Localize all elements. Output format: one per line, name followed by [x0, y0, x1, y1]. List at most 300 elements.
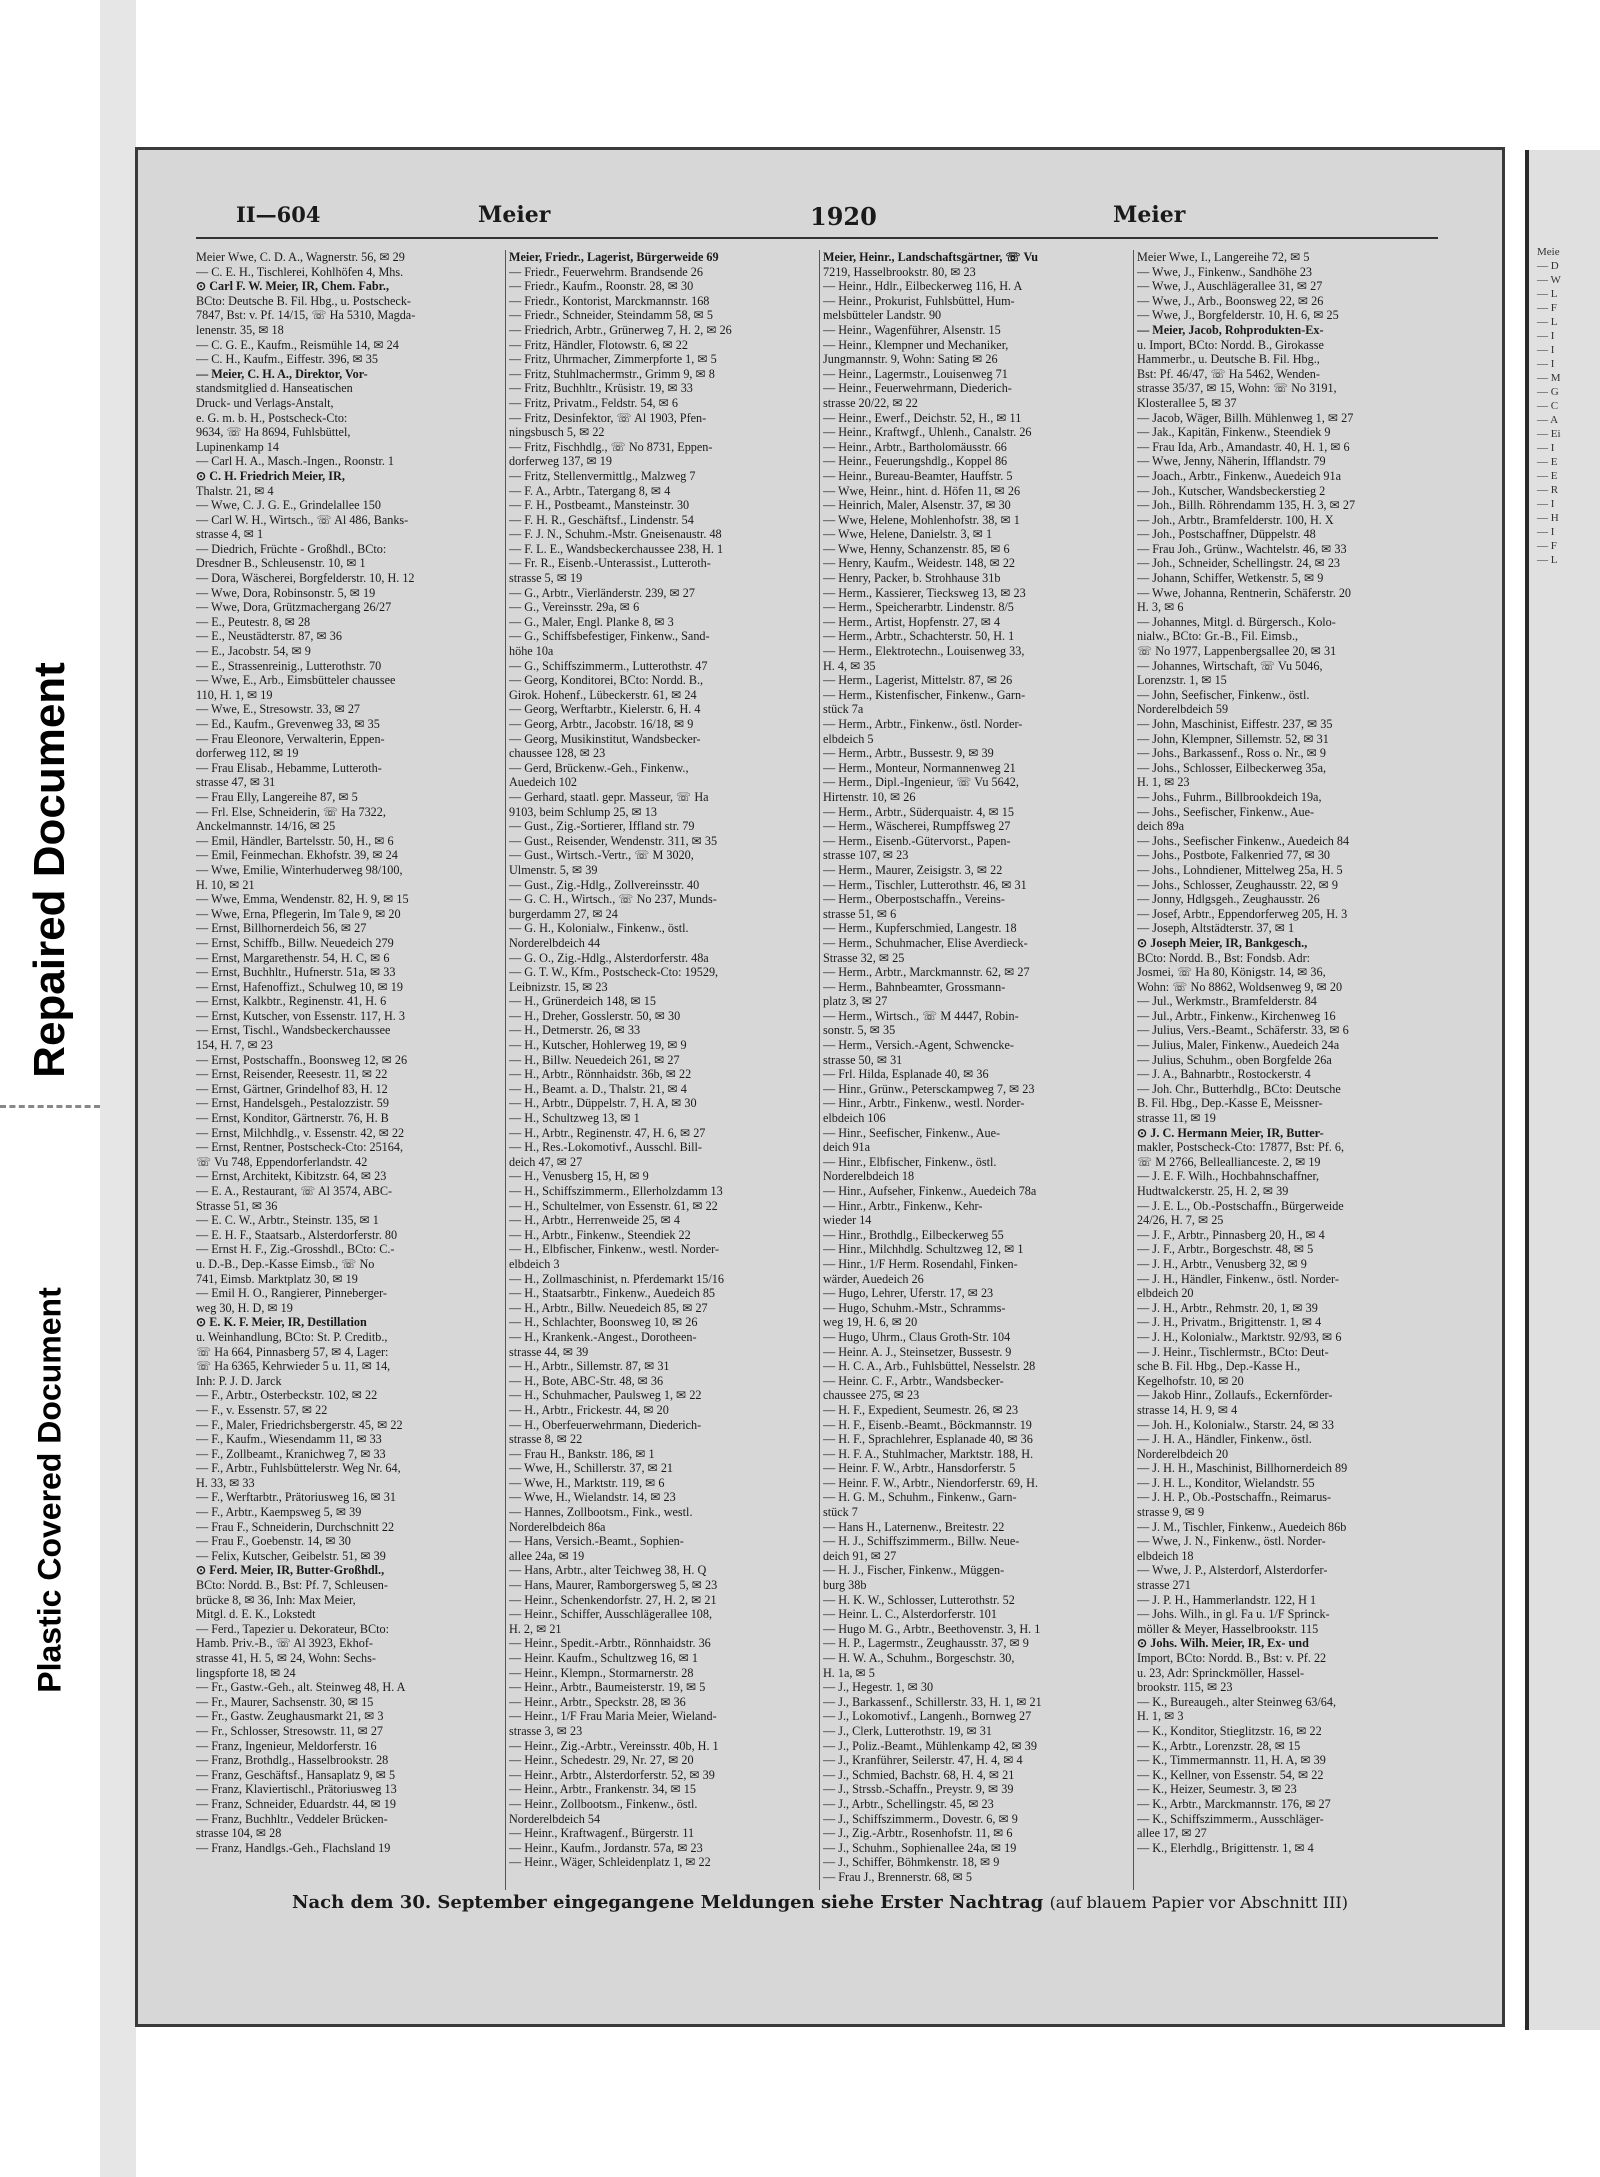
directory-entry: — Frau Eleonore, Verwalterin, Eppen-: [196, 731, 385, 746]
directory-entry: — H., Elbfischer, Finkenw., westl. Norder-: [509, 1242, 720, 1257]
directory-entry: elbdeich 5: [823, 731, 874, 746]
directory-entry: ⊙ Ferd. Meier, IR, Butter-Großhdl.,: [196, 1563, 385, 1578]
page-number: II—604: [236, 202, 321, 227]
directory-entry: Girok. Hohenf., Lübeckerstr. 61, ✉ 24: [509, 687, 697, 702]
directory-entry: — Joh., Postschaffner, Düppelstr. 48: [1137, 527, 1316, 542]
page-header: [138, 202, 1502, 242]
directory-entry: — Felix, Kutscher, Geibelstr. 51, ✉ 39: [196, 1548, 386, 1563]
adjacent-page-fragment: — G: [1537, 386, 1559, 398]
directory-entry: weg 30, H. D, ✉ 19: [196, 1300, 293, 1315]
directory-entry: — Hugo, Lehrer, Uferstr. 17, ✉ 23: [823, 1286, 994, 1301]
directory-entry: BCto: Deutsche B. Fil. Hbg., u. Postscheck-: [196, 293, 411, 308]
directory-entry: H. 3, ✉ 6: [1137, 600, 1184, 615]
directory-entry: — Franz, Schneider, Eduardstr. 44, ✉ 19: [196, 1796, 396, 1811]
directory-entry: — Fr., Gastw.-Geh., alt. Steinweg 48, H. A: [196, 1680, 406, 1695]
directory-entry: — C. G. E., Kaufm., Reismühle 14, ✉ 24: [196, 337, 399, 352]
directory-entry: — H., Zollmaschinist, n. Pferdemarkt 15/16: [509, 1271, 724, 1286]
directory-entry: — Frau Joh., Grünw., Wachtelstr. 46, ✉ 33: [1137, 541, 1347, 556]
directory-entry: ⊙ Johs. Wilh. Meier, IR, Ex- und: [1137, 1636, 1309, 1651]
directory-entry: — G. T. W., Kfm., Postscheck-Cto: 19529,: [509, 965, 719, 980]
directory-entry: — Fritz, Privatm., Feldstr. 54, ✉ 6: [509, 395, 678, 410]
directory-entry: — Johs., Schlosser, Eilbeckerweg 35a,: [1137, 760, 1327, 775]
adjacent-page-fragment: — E: [1537, 470, 1558, 482]
directory-entry: Jungmannstr. 9, Wohn: Sating ✉ 26: [823, 352, 998, 367]
directory-entry: wieder 14: [823, 1213, 872, 1228]
directory-entry: elbdeich 20: [1137, 1286, 1194, 1301]
directory-entry: — Jonny, Hdlgsgeh., Zeughausstr. 26: [1137, 892, 1320, 907]
directory-entry: stück 7: [823, 1505, 858, 1520]
directory-entry: deich 91, ✉ 27: [823, 1548, 897, 1563]
directory-entry: — Herm., Kistenfischer, Finkenw., Garn-: [823, 687, 1026, 702]
directory-entry: elbdeich 3: [509, 1256, 560, 1271]
scanned-page: [135, 147, 1505, 2027]
directory-entry: Norderelbdeich 86a: [509, 1519, 606, 1534]
directory-entry: — Heinr., 1/F Frau Maria Meier, Wieland-: [509, 1709, 717, 1724]
directory-columns: [196, 250, 1438, 1890]
directory-entry: — H., Billw. Neuedeich 261, ✉ 27: [509, 1052, 680, 1067]
directory-entry: — Diedrich, Früchte - Großhdl., BCto:: [196, 541, 387, 556]
directory-entry: Auedeich 102: [509, 775, 578, 790]
directory-entry: — Heinr., Schiffer, Ausschlägerallee 108,: [509, 1607, 713, 1622]
directory-entry: — Wwe, J., Arb., Boonsweg 22, ✉ 26: [1137, 293, 1324, 308]
directory-entry: — Heinr., Arbtr., Bartholomäusstr. 66: [823, 439, 1007, 454]
directory-entry: — Hans H., Laternenw., Breitestr. 22: [823, 1519, 1005, 1534]
directory-entry: — Hugo, Uhrm., Claus Groth-Str. 104: [823, 1329, 1011, 1344]
directory-entry: — F. H. R., Geschäftsf., Lindenstr. 54: [509, 512, 694, 527]
directory-entry: — Hans, Maurer, Ramborgersweg 5, ✉ 23: [509, 1578, 718, 1593]
directory-entry: — J., Schiffszimmerm., Dovestr. 6, ✉ 9: [823, 1811, 1018, 1826]
directory-entry: — Frl. Else, Schneiderin, ☏ Ha 7322,: [196, 804, 386, 819]
directory-entry: — Hinr., Arbtr., Finkenw., Kehr-: [823, 1198, 983, 1213]
directory-entry: — Fr., Gastw. Zeughausmarkt 21, ✉ 3: [196, 1709, 384, 1724]
directory-entry: — Wwe, H., Schillerstr. 37, ✉ 21: [509, 1461, 674, 1476]
directory-entry: — Joach., Arbtr., Finkenw., Auedeich 91a: [1137, 468, 1341, 483]
directory-entry: strasse 104, ✉ 28: [196, 1826, 282, 1841]
directory-entry: — K., Bureaugeh., alter Steinweg 63/64,: [1137, 1694, 1337, 1709]
directory-entry: — Heinr., Wäger, Schleidenplatz 1, ✉ 22: [509, 1855, 711, 1870]
directory-entry: u. Import, BCto: Nordd. B., Girokasse: [1137, 337, 1324, 352]
directory-entry: — K., Elerhdlg., Brigittenstr. 1, ✉ 4: [1137, 1840, 1314, 1855]
directory-entry: — John, Maschinist, Eiffestr. 237, ✉ 35: [1137, 717, 1333, 731]
directory-entry: elbdeich 18: [1137, 1548, 1194, 1563]
directory-entry: — Herm., Kupferschmied, Langestr. 18: [823, 921, 1017, 936]
directory-entry: — Emil, Feinmechan. Ekhofstr. 39, ✉ 24: [196, 848, 398, 863]
directory-entry: — H., Dreher, Gosslerstr. 50, ✉ 30: [509, 1008, 681, 1023]
directory-entry: strasse 50, ✉ 31: [823, 1052, 903, 1067]
directory-entry: — Frau Elisab., Hebamme, Lutteroth-: [196, 760, 382, 775]
directory-entry: — Ernst, Billhornerdeich 56, ✉ 27: [196, 921, 367, 936]
directory-entry: — Carl H. A., Masch.-Ingen., Roonstr. 1: [196, 454, 395, 469]
directory-entry: — Heinr., Arbtr., Frankenstr. 34, ✉ 15: [509, 1782, 696, 1797]
adjacent-page-fragment: — C: [1537, 400, 1559, 412]
directory-entry: — G., Schiffsbefestiger, Finkenw., Sand-: [509, 629, 710, 644]
directory-entry: — Wwe, Jenny, Näherin, Ifflandstr. 79: [1137, 454, 1326, 469]
directory-entry: — Frau Elly, Langereihe 87, ✉ 5: [196, 789, 358, 804]
directory-entry: — J., Poliz.-Beamt., Mühlenkamp 42, ✉ 39: [823, 1738, 1037, 1753]
adjacent-page-fragment: — L: [1537, 554, 1558, 566]
directory-entry: — Gust., Zig.-Hdlg., Zollvereinsstr. 40: [509, 877, 700, 892]
directory-entry: — Herm., Elektrotechn., Louisenweg 33,: [823, 644, 1025, 659]
adjacent-page-fragment: — E: [1537, 456, 1558, 468]
directory-entry: — Wwe, Emma, Wendenstr. 82, H. 9, ✉ 15: [196, 892, 409, 907]
directory-entry: — H., Arbtr., Düppelstr. 7, H. A, ✉ 30: [509, 1096, 697, 1111]
directory-entry: — Wwe, C. J. G. E., Grindelallee 150: [196, 498, 381, 513]
directory-entry: — Frl. Hilda, Esplanade 40, ✉ 36: [823, 1067, 989, 1082]
directory-entry: — F., Maler, Friedrichsbergerstr. 45, ✉ 22: [196, 1417, 403, 1432]
directory-entry: — Ernst, Postschaffn., Boonsweg 12, ✉ 26: [196, 1052, 408, 1067]
directory-entry: makler, Postscheck-Cto: 17877, Bst: Pf. 6,: [1137, 1140, 1345, 1155]
directory-entry: — Georg, Musikinstitut, Wandsbecker-: [509, 731, 701, 746]
directory-entry: — H., Arbtr., Rönnhaidstr. 36b, ✉ 22: [509, 1067, 692, 1082]
directory-entry: — F., Zollbeamt., Kranichweg 7, ✉ 33: [196, 1446, 386, 1461]
directory-entry: — G., Vereinsstr. 29a, ✉ 6: [509, 600, 640, 615]
directory-entry: — Joh., Arbtr., Bramfelderstr. 100, H. X: [1137, 512, 1334, 527]
directory-entry: strasse 271: [1137, 1578, 1191, 1593]
directory-entry: Norderelbdeich 54: [509, 1811, 601, 1826]
directory-entry: — Henry, Kaufm., Weidestr. 148, ✉ 22: [823, 556, 1016, 571]
directory-entry: — Johs. Wilh., in gl. Fa u. 1/F Sprinck-: [1137, 1607, 1330, 1622]
directory-entry: — G. O., Zig.-Hdlg., Alsterdorferstr. 48a: [509, 950, 709, 965]
directory-entry: Norderelbdeich 18: [823, 1169, 915, 1184]
directory-entry: — J. H. H., Maschinist, Billhornerdeich 89: [1137, 1461, 1348, 1476]
adjacent-page-edge: [1525, 150, 1600, 2030]
directory-entry: ⊙ Carl F. W. Meier, IR, Chem. Fabr.,: [196, 279, 390, 294]
directory-entry: — Hans, Versich.-Beamt., Sophien-: [509, 1534, 684, 1549]
directory-entry: BCto: Nordd. B., Bst: Pf. 7, Schleusen-: [196, 1578, 388, 1593]
directory-entry: — Heinr., Prokurist, Fuhlsbüttel, Hum-: [823, 293, 1015, 308]
directory-entry: — J., Schiffer, Böhmkenstr. 18, ✉ 9: [823, 1855, 1000, 1870]
directory-entry: — C. H., Kaufm., Eiffestr. 396, ✉ 35: [196, 352, 378, 367]
directory-entry: Hamb. Priv.-B., ☏ Al 3923, Ekhof-: [196, 1636, 373, 1651]
directory-entry: 154, H. 7, ✉ 23: [196, 1038, 273, 1053]
directory-entry: — Fr., Maurer, Sachsenstr. 30, ✉ 15: [196, 1694, 374, 1709]
directory-entry: — Gust., Wirtsch.-Vertr., ☏ M 3020,: [509, 848, 694, 863]
directory-entry: ⊙ E. K. F. Meier, IR, Destillation: [196, 1315, 367, 1330]
directory-entry: — Herm., Arbtr., Schachterstr. 50, H. 1: [823, 629, 1015, 644]
directory-entry: — Herm., Oberpostschaffn., Vereins-: [823, 892, 1005, 907]
adjacent-page-fragment: — L: [1537, 288, 1558, 300]
directory-entry: burg 38b: [823, 1578, 867, 1593]
directory-entry: — H. W. A., Schuhm., Borgeschstr. 30,: [823, 1651, 1015, 1665]
directory-entry: — F., v. Essenstr. 57, ✉ 22: [196, 1402, 328, 1417]
adjacent-page-fragment: — I: [1537, 526, 1555, 538]
header-rule: [196, 237, 1438, 239]
directory-entry: — F., Werftarbtr., Prätoriusweg 16, ✉ 31: [196, 1490, 396, 1505]
adjacent-page-fragment: — Ei: [1537, 428, 1561, 440]
directory-entry: — Herm., Tischler, Lutterothstr. 46, ✉ 31: [823, 877, 1027, 892]
directory-entry: e. G. m. b. H., Postscheck-Cto:: [196, 410, 348, 425]
directory-entry: — J. F., Arbtr., Borgeschstr. 48, ✉ 5: [1137, 1242, 1314, 1257]
directory-entry: — G., Maler, Engl. Planke 8, ✉ 3: [509, 614, 674, 629]
directory-entry: — Hannes, Zollbootsm., Fink., westl.: [509, 1505, 693, 1520]
adjacent-page-fragment: Meie: [1537, 246, 1560, 258]
directory-entry: — H. J., Schiffszimmerm., Billw. Neue-: [823, 1534, 1020, 1549]
label-separator: [0, 1105, 100, 1108]
directory-entry: Meier Wwe, I., Langereihe 72, ✉ 5: [1137, 250, 1310, 264]
directory-entry: — Ernst, Architekt, Kibitzstr. 64, ✉ 23: [196, 1169, 387, 1184]
directory-entry: strasse 14, H. 9, ✉ 4: [1137, 1402, 1238, 1417]
directory-entry: — H., Arbtr., Frickestr. 44, ✉ 20: [509, 1402, 669, 1417]
directory-entry: — E., Strassenreinig., Lutterothstr. 70: [196, 658, 382, 673]
adjacent-page-fragment: — H: [1537, 512, 1559, 524]
directory-entry: — J., Arbtr., Schellingstr. 45, ✉ 23: [823, 1796, 994, 1811]
directory-entry: — Meier, C. H. A., Direktor, Vor-: [196, 366, 368, 381]
directory-entry: — J., Kranführer, Seilerstr. 47, H. 4, ✉ 4: [823, 1753, 1023, 1768]
directory-entry: — H., Schiffszimmerm., Ellerholzdamm 13: [509, 1184, 723, 1198]
directory-entry: — Heinr., Ewerf., Deichstr. 52, H., ✉ 11: [823, 410, 1022, 425]
directory-entry: deich 91a: [823, 1140, 871, 1155]
directory-entry: — Frau F., Goebenstr. 14, ✉ 30: [196, 1534, 351, 1549]
directory-entry: — J. H. A., Händler, Finkenw., östl.: [1137, 1432, 1312, 1447]
adjacent-page-fragment: — I: [1537, 498, 1555, 510]
directory-entry: — H., Arbtr., Sillemstr. 87, ✉ 31: [509, 1359, 670, 1374]
directory-entry: — Herm., Eisenb.-Gütervorst., Papen-: [823, 833, 1011, 848]
adjacent-page-fragment: — I: [1537, 344, 1555, 356]
adjacent-page-fragment: — A: [1537, 414, 1559, 426]
directory-entry: — E. H. F., Staatsarb., Alsterdorferstr. 80: [196, 1227, 398, 1242]
directory-entry: Strasse 51, ✉ 36: [196, 1198, 278, 1213]
directory-entry: — K., Arbtr., Lorenzstr. 28, ✉ 15: [1137, 1738, 1301, 1753]
directory-entry: — Frau Ida, Arb., Amandastr. 40, H. 1, ✉ 6: [1137, 439, 1350, 454]
directory-entry: — Heinr., Klempner und Mechaniker,: [823, 337, 1009, 352]
directory-entry: H. 1a, ✉ 5: [823, 1665, 875, 1680]
directory-entry: — Hugo M. G., Arbtr., Beethovenstr. 3, H. 1: [823, 1621, 1041, 1636]
directory-entry: — Georg, Werftarbtr., Kielerstr. 6, H. 4: [509, 702, 701, 717]
directory-entry: H. 1, ✉ 23: [1137, 775, 1190, 790]
directory-entry: — Ernst, Milchhdlg., v. Essenstr. 42, ✉ 22: [196, 1125, 405, 1140]
directory-entry: Inh: P. J. D. Jarck: [196, 1373, 282, 1388]
directory-entry: — Hinr., Grünw., Petersckampweg 7, ✉ 23: [823, 1081, 1035, 1096]
directory-entry: — Ernst H. F., Zig.-Grosshdl., BCto: C.-: [196, 1242, 395, 1257]
directory-entry: — J., Hegestr. 1, ✉ 30: [823, 1680, 934, 1695]
header-name-left: Meier: [478, 202, 551, 228]
directory-entry: — Frau J., Brennerstr. 68, ✉ 5: [823, 1869, 972, 1884]
directory-entry: Kegelhofstr. 10, ✉ 20: [1137, 1373, 1244, 1388]
directory-entry: — Heinr., Wagenführer, Alsenstr. 15: [823, 322, 1001, 337]
directory-entry: strasse 107, ✉ 23: [823, 848, 909, 863]
directory-entry: — Herm., Wäscherei, Rumpffsweg 27: [823, 819, 1011, 834]
directory-entry: — J. H. L., Konditor, Wielandstr. 55: [1137, 1475, 1315, 1490]
directory-entry: — Johs., Barkassenf., Ross o. Nr., ✉ 9: [1137, 746, 1326, 761]
directory-entry: — Fritz, Uhrmacher, Zimmerpforte 1, ✉ 5: [509, 352, 717, 367]
directory-entry: — Ernst, Gärtner, Grindelhof 83, H. 12: [196, 1081, 388, 1096]
directory-entry: — Johannes, Wirtschaft, ☏ Vu 5046,: [1137, 658, 1323, 673]
directory-entry: — K., Arbtr., Marckmannstr. 176, ✉ 27: [1137, 1796, 1331, 1811]
directory-entry: 7847, Bst: v. Pf. 14/15, ☏ Ha 5310, Magda-: [196, 308, 416, 323]
directory-entry: lenenstr. 35, ✉ 18: [196, 322, 284, 337]
adjacent-page-fragment: — I: [1537, 330, 1555, 342]
directory-entry: — G. C. H., Wirtsch., ☏ No 237, Munds-: [509, 892, 717, 907]
directory-entry: — Ernst, Hafenoffizt., Schulweg 10, ✉ 19: [196, 979, 403, 994]
directory-entry: — H. F., Expedient, Seumestr. 26, ✉ 23: [823, 1402, 1019, 1417]
directory-entry: — Hinr., Seefischer, Finkenw., Aue-: [823, 1125, 1001, 1140]
directory-column-1: [196, 250, 496, 1890]
directory-entry: höhe 10a: [509, 644, 554, 659]
directory-entry: — Georg, Arbtr., Jacobstr. 16/18, ✉ 9: [509, 717, 694, 731]
directory-entry: dorferweg 112, ✉ 19: [196, 746, 299, 761]
directory-entry: — Heinr., Arbtr., Speckstr. 28, ✉ 36: [509, 1694, 686, 1709]
directory-entry: — Johannes, Mitgl. d. Bürgersch., Kolo-: [1137, 614, 1336, 629]
directory-entry: — Herm., Versich.-Agent, Schwencke-: [823, 1038, 1014, 1053]
directory-entry: — H., Arbtr., Billw. Neuedeich 85, ✉ 27: [509, 1300, 708, 1315]
directory-entry: — J., Zig.-Arbtr., Rosenhofstr. 11, ✉ 6: [823, 1826, 1013, 1841]
directory-entry: strasse 8, ✉ 22: [509, 1432, 583, 1447]
directory-entry: Mitgl. d. E. K., Lokstedt: [196, 1607, 316, 1622]
directory-entry: Bst: Pf. 46/47, ☏ Ha 5462, Wenden-: [1137, 366, 1320, 381]
directory-entry: — J. E. L., Ob.-Postschaffn., Bürgerweide: [1137, 1198, 1344, 1213]
directory-entry: ⊙ J. C. Hermann Meier, IR, Butter-: [1137, 1125, 1324, 1140]
directory-entry: — H., Venusberg 15, H, ✉ 9: [509, 1169, 649, 1184]
directory-entry: — Heinr., Feuerwehrmann, Diederich-: [823, 381, 1012, 396]
directory-entry: ☏ Ha 664, Pinnasberg 57, ✉ 4, Lager:: [196, 1344, 389, 1359]
directory-column-2: [509, 250, 809, 1890]
directory-entry: Meier, Friedr., Lagerist, Bürgerweide 69: [509, 250, 719, 264]
directory-entry: — J. H., Händler, Finkenw., östl. Norder-: [1137, 1271, 1339, 1286]
directory-entry: Norderelbdeich 59: [1137, 702, 1229, 717]
directory-entry: — Wwe, Dora, Robinsonstr. 5, ✉ 19: [196, 585, 376, 600]
adjacent-page-fragment: — R: [1537, 484, 1559, 496]
directory-entry: — Carl W. H., Wirtsch., ☏ Al 486, Banks-: [196, 512, 409, 527]
directory-entry: ☏ Vu 748, Eppendorferlandstr. 42: [196, 1154, 368, 1169]
footer-bold-text: Nach dem 30. September eingegangene Meldungen siehe Erster Nachtrag: [292, 1892, 1044, 1913]
directory-entry: brookstr. 115, ✉ 23: [1137, 1680, 1233, 1695]
directory-entry: — H., Bote, ABC-Str. 48, ✉ 36: [509, 1373, 664, 1388]
directory-entry: strasse 51, ✉ 6: [823, 906, 897, 921]
directory-entry: strasse 3, ✉ 23: [509, 1723, 583, 1738]
directory-entry: — J., Clerk, Lutterothstr. 19, ✉ 31: [823, 1723, 992, 1738]
directory-entry: — Fritz, Buchhltr., Krüsistr. 19, ✉ 33: [509, 381, 693, 396]
directory-entry: — Frau F., Schneiderin, Durchschnitt 22: [196, 1519, 395, 1534]
directory-entry: allee 24a, ✉ 19: [509, 1548, 585, 1563]
directory-entry: 9103, beim Schlump 25, ✉ 13: [509, 804, 657, 819]
directory-entry: — F. L. E., Wandsbeckerchaussee 238, H. 1: [509, 541, 724, 556]
directory-entry: — Fritz, Stuhlmachermstr., Grimm 9, ✉ 8: [509, 366, 715, 381]
adjacent-page-fragment: — F: [1537, 302, 1557, 314]
directory-entry: — Heinr., Feuerungshdlg., Koppel 86: [823, 454, 1008, 469]
directory-entry: — Heinrich, Maler, Alsenstr. 37, ✉ 30: [823, 498, 1011, 513]
directory-entry: — Heinr., Arbtr., Baumeisterstr. 19, ✉ 5: [509, 1680, 706, 1695]
directory-entry: — Herm., Arbtr., Finkenw., östl. Norder-: [823, 717, 1023, 731]
directory-entry: — G., Schiffszimmerm., Lutterothstr. 47: [509, 658, 708, 673]
directory-entry: — J. H., Arbtr., Rehmstr. 20, 1, ✉ 39: [1137, 1300, 1318, 1315]
directory-entry: — Hinr., Brothdlg., Eilbeckerweg 55: [823, 1227, 1004, 1242]
directory-column-3: [823, 250, 1123, 1890]
directory-entry: — Friedr., Schneider, Steindamm 58, ✉ 5: [509, 308, 714, 323]
directory-column-4: [1137, 250, 1437, 1890]
directory-entry: — Herm., Arbtr., Süderquaistr. 4, ✉ 15: [823, 804, 1014, 819]
directory-entry: Meier, Heinr., Landschaftsgärtner, ☏ Vu: [823, 250, 1038, 264]
directory-entry: Meier Wwe, C. D. A., Wagnerstr. 56, ✉ 29: [196, 250, 405, 264]
directory-entry: — Gerd, Brückenw.-Geh., Finkenw.,: [509, 760, 689, 775]
directory-entry: — J. E. F. Wilh., Hochbahnschaffner,: [1137, 1169, 1320, 1184]
directory-entry: H. 33, ✉ 33: [196, 1475, 255, 1490]
directory-entry: H. 10, ✉ 21: [196, 877, 255, 892]
directory-entry: dorferweg 137, ✉ 19: [509, 454, 612, 469]
directory-entry: platz 3, ✉ 27: [823, 994, 888, 1009]
directory-entry: — H. K. W., Schlosser, Lutterothstr. 52: [823, 1592, 1015, 1607]
directory-entry: — Gerhard, staatl. gepr. Masseur, ☏ Ha: [509, 789, 709, 804]
directory-entry: — Franz, Klaviertischl., Prätoriusweg 13: [196, 1782, 397, 1797]
adjacent-page-fragment: — M: [1537, 372, 1561, 384]
directory-entry: — Friedr., Kaufm., Roonstr. 28, ✉ 30: [509, 279, 694, 294]
directory-entry: ☏ No 1977, Lappenbergsallee 20, ✉ 31: [1137, 644, 1337, 659]
directory-entry: — Heinr., Schenkendorfstr. 27, H. 2, ✉ 21: [509, 1592, 717, 1607]
directory-entry: — Fritz, Stellenvermittlg., Malzweg 7: [509, 468, 696, 483]
directory-entry: — Wwe, J. P., Alsterdorf, Alsterdorfer-: [1137, 1563, 1328, 1578]
directory-entry: — Hinr., 1/F Herm. Rosendahl, Finken-: [823, 1256, 1018, 1271]
directory-entry: — H., Arbtr., Finkenw., Steendiek 22: [509, 1227, 691, 1242]
directory-entry: — F., Arbtr., Fuhlsbüttelerstr. Weg Nr. 64,: [196, 1461, 401, 1476]
directory-entry: — K., Kellner, von Essenstr. 54, ✉ 22: [1137, 1767, 1324, 1782]
directory-entry: Lupinenkamp 14: [196, 439, 279, 454]
directory-entry: — Heinr. Kaufm., Schultzweg 16, ✉ 1: [509, 1651, 698, 1665]
directory-entry: — Herm., Bahnbeamter, Grossmann-: [823, 979, 1006, 994]
directory-entry: — Joh., Billh. Röhrendamm 135, H. 3, ✉ 27: [1137, 498, 1356, 513]
directory-entry: — Fritz, Fischhdlg., ☏ No 8731, Eppen-: [509, 439, 713, 454]
directory-entry: — J. H., Kolonialw., Marktstr. 92/93, ✉ 6: [1137, 1329, 1342, 1344]
directory-entry: — Johs., Fuhrm., Billbrookdeich 19a,: [1137, 789, 1322, 804]
directory-entry: — K., Heizer, Seumestr. 3, ✉ 23: [1137, 1782, 1297, 1797]
directory-entry: strasse 20/22, ✉ 22: [823, 395, 918, 410]
directory-entry: — Heinr., Zollbootsm., Finkenw., östl.: [509, 1796, 698, 1811]
directory-entry: — Ernst, Rentner, Postscheck-Cto: 25164,: [196, 1140, 404, 1155]
directory-entry: — J., Strssb.-Schaffn., Preystr. 9, ✉ 39: [823, 1782, 1014, 1797]
directory-entry: burgerdamm 27, ✉ 24: [509, 906, 618, 921]
directory-entry: — H., Oberfeuerwehrmann, Diederich-: [509, 1417, 702, 1432]
directory-entry: Dresdner B., Schleusenstr. 10, ✉ 1: [196, 556, 366, 571]
directory-entry: — H. F., Sprachlehrer, Esplanade 40, ✉ 36: [823, 1432, 1033, 1447]
directory-entry: — H. P., Lagermstr., Zeughausstr. 37, ✉ 9: [823, 1636, 1029, 1651]
directory-entry: — Heinr., Schedestr. 29, Nr. 27, ✉ 20: [509, 1753, 694, 1768]
directory-entry: — Ernst, Buchhltr., Hufnerstr. 51a, ✉ 33: [196, 965, 396, 980]
directory-entry: — Franz, Brothdlg., Hasselbrookstr. 28: [196, 1753, 389, 1768]
directory-entry: ☏ M 2766, Belleallianceste. 2, ✉ 19: [1137, 1154, 1321, 1169]
directory-entry: — Hugo, Schuhm.-Mstr., Schramms-: [823, 1300, 1006, 1315]
directory-entry: möller & Meyer, Hasselbrookstr. 115: [1137, 1621, 1319, 1636]
directory-entry: standsmitglied d. Hanseatischen: [196, 381, 353, 396]
directory-entry: deich 89a: [1137, 819, 1185, 834]
directory-entry: — Ernst, Schiffb., Billw. Neuedeich 279: [196, 935, 394, 950]
directory-entry: Leibnizstr. 15, ✉ 23: [509, 979, 608, 994]
directory-entry: strasse 11, ✉ 19: [1137, 1111, 1216, 1126]
directory-entry: — Julius, Vers.-Beamt., Schäferstr. 33, ✉ 6: [1137, 1023, 1349, 1038]
directory-entry: — Heinr., Hdlr., Eilbeckerweg 116, H. A: [823, 279, 1023, 294]
directory-entry: — Wwe, Heinr., hint. d. Höfen 11, ✉ 26: [823, 483, 1021, 498]
directory-entry: — Herm., Maurer, Zeisigstr. 3, ✉ 22: [823, 862, 1003, 877]
directory-entry: melsbütteler Landstr. 90: [823, 308, 942, 323]
directory-entry: — Hinr., Aufseher, Finkenw., Auedeich 78a: [823, 1184, 1037, 1198]
directory-entry: Anckelmannstr. 14/16, ✉ 25: [196, 819, 336, 834]
directory-entry: — Johs., Schlosser, Zeughausstr. 22, ✉ 9: [1137, 877, 1338, 892]
directory-entry: — Franz, Handlgs.-Geh., Flachsland 19: [196, 1840, 391, 1855]
directory-entry: H. 2, ✉ 21: [509, 1621, 562, 1636]
directory-entry: — Johs., Seefischer Finkenw., Auedeich 84: [1137, 833, 1350, 848]
directory-entry: ningsbusch 5, ✉ 22: [509, 425, 605, 440]
directory-entry: — Wwe, H., Marktstr. 119, ✉ 6: [509, 1475, 665, 1490]
document-label-sidebar: [0, 0, 100, 2177]
directory-entry: — Julius, Schuhm., oben Borgfelde 26a: [1137, 1052, 1332, 1067]
directory-entry: strasse 41, H. 5, ✉ 24, Wohn: Sechs-: [196, 1651, 376, 1665]
directory-entry: — Heinr., Bureau-Beamter, Hauffstr. 5: [823, 468, 1013, 483]
adjacent-page-fragment: — D: [1537, 260, 1559, 272]
scan-margin: [100, 0, 136, 2177]
directory-entry: — Ernst, Margarethenstr. 54, H. C, ✉ 6: [196, 950, 390, 965]
header-name-right: Meier: [1113, 202, 1186, 228]
directory-entry: — John, Seefischer, Finkenw., östl.: [1137, 687, 1310, 702]
directory-entry: — H., Beamt. a. D., Thalstr. 21, ✉ 4: [509, 1081, 687, 1096]
directory-entry: H. 1, ✉ 3: [1137, 1709, 1184, 1724]
directory-entry: — Wwe, J., Finkenw., Sandhöhe 23: [1137, 264, 1313, 279]
